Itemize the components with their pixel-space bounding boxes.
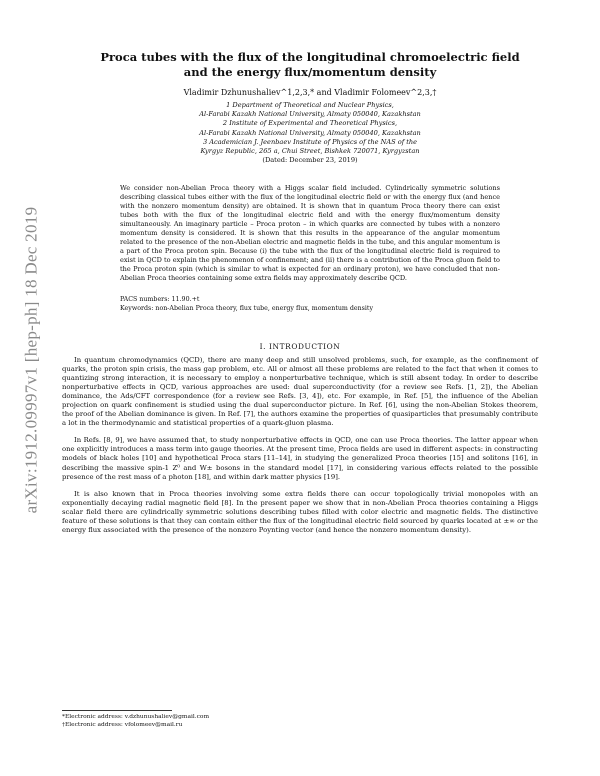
arxiv-identifier-stamp bbox=[20, 150, 42, 570]
date-line: (Dated: December 23, 2019) bbox=[262, 156, 358, 165]
footnotes bbox=[62, 713, 538, 729]
pacs-keywords bbox=[120, 296, 500, 314]
affiliation-line: 3 Academician J. Jeenbaev Institute of Physics of the NAS of the bbox=[202, 137, 418, 146]
arxiv-id-text: arXiv:1912.09997v1 [hep-ph] 18 Dec 2019 bbox=[21, 206, 40, 514]
pacs-numbers: PACS numbers: 11.90.+t bbox=[120, 296, 200, 303]
body-paragraph: In quantum chromodynamics (QCD), there are many deep and still unsolved problems, such, for example, as the confinement of quarks, the proton spin crisis, the mass gap problem, etc. All or almost all these problems are related to the fact that when it comes to quantizing strong interaction, it is necessary to employ a nonperturbative technique, which is still absent today. In order to describe nonperturbative effects in QCD, various approaches are used: dual superconductivity (for a review see Refs. [1, 2]), the Abelian dominance, the Ads/CFT correspondence (for a review see Refs. [3, 4]), etc. For example, in Ref. [5], the influence of the Abelian projection on quark confinement is studied using the dual superconductor picture. In Ref. [6], using the non-Abelian Stokes theorem, the proof of the Abelian dominance is given. In Ref. [7], the authors examine the properties of quasiparticles that presumably contribute a lot in the thermodynamic and statistical properties of a quark-gluon plasma. bbox=[62, 356, 538, 428]
footnote-email-2: †Electronic address: vfolomeev@mail.ru bbox=[62, 722, 183, 729]
affiliation-line: Al-Farabi Kazakh National University, Almaty 050040, Kazakhstan bbox=[199, 110, 421, 119]
keywords: Keywords: non-Abelian Proca theory, flux tube, energy flux, momentum density bbox=[120, 304, 374, 312]
title-line-1: Proca tubes with the flux of the longitudinal chromoelectric field bbox=[100, 50, 520, 64]
title-line-2: and the energy flux/momentum density bbox=[183, 65, 437, 79]
affiliation-line: Kyrgyz Republic, 265 a, Chui Street, Bishkek 720071, Kyrgyzstan bbox=[200, 147, 420, 156]
footnote-email-1: *Electronic address: v.dzhunushaliev@gmail.com bbox=[62, 714, 210, 720]
footnote-divider bbox=[62, 710, 172, 711]
paper-title bbox=[90, 50, 530, 80]
affiliation-line: 2 Institute of Experimental and Theoretical Physics, bbox=[222, 119, 398, 128]
affiliation-line: Al-Farabi Kazakh National University, Almaty 050040, Kazakhstan bbox=[199, 128, 421, 137]
author-list: Vladimir Dzhunushaliev^1,2,3,* and Vladimir Folomeev^2,3,† bbox=[183, 88, 437, 97]
affiliation-line: 1 Department of Theoretical and Nuclear Physics, bbox=[226, 101, 394, 109]
affiliations bbox=[90, 101, 530, 165]
introduction-body bbox=[62, 356, 538, 543]
body-paragraph: In Refs. [8, 9], we have assumed that, to study nonperturbative effects in QCD, one can use Proca theories. The latter appear when one explicitly introduces a mass term into gauge theories. At the present time, Proca fields are used in different aspects: in constructing models of black holes [10] and hypothetical Proca stars [11–14], in studying the generalized Proca theories [15] and solitons [16], in describing the massive spin-1 Z⁰ and W± bosons in the standard model [17], in considering various effects related to the possible presence of the rest mass of a photon [18], and within dark matter physics [19]. bbox=[62, 436, 538, 481]
body-paragraph: It is also known that in Proca theories involving some extra fields there can occur topologically trivial monopoles with an exponentially decaying radial magnetic field [8]. In the present paper we show that in non-Abelian Proca theories containing a Higgs scalar field there are cylindrically symmetric solutions describing tubes filled with color electric and magnetic fields. The distinctive feature of these solutions is that they can contain either the flux of the longitudinal electric field sourced by quarks located at ±∞ or the energy flux associated with the presence of the nonzero Poynting vector (and hence the nonzero momentum density). bbox=[62, 489, 538, 534]
abstract: We consider non-Abelian Proca theory with a Higgs scalar field included. Cylindrically symmetric solutions describing classical tubes either with the flux of the longitudinal electric field or with the energy flux (and hence with the nonzero momentum density) are obtained. It is shown that in quantum Proca theory there can exist tubes both with the flux of the longitudinal electric field and with the energy flux/momentum density simultaneously. An imaginary particle – Proca proton – in which quarks are connected by tubes with a nonzero momentum density is considered. It is shown that this results in the appearance of the angular momentum related to the presence of the non-Abelian electric and magnetic fields in the tube, and this angular momentum is a part of the Proca proton spin. Because (i) the tube with the flux of the longitudinal electric field is required to exist in QCD to explain the phenomenon of confinement; and (ii) there is a contribution of the Proca gluon field to the Proca proton spin (which is similar to what is expected for an ordinary proton), we have concluded that non-Abelian Proca theories containing some extra fields may approximately describe QCD. bbox=[120, 184, 500, 283]
section-heading-introduction: I. INTRODUCTION bbox=[259, 342, 341, 351]
